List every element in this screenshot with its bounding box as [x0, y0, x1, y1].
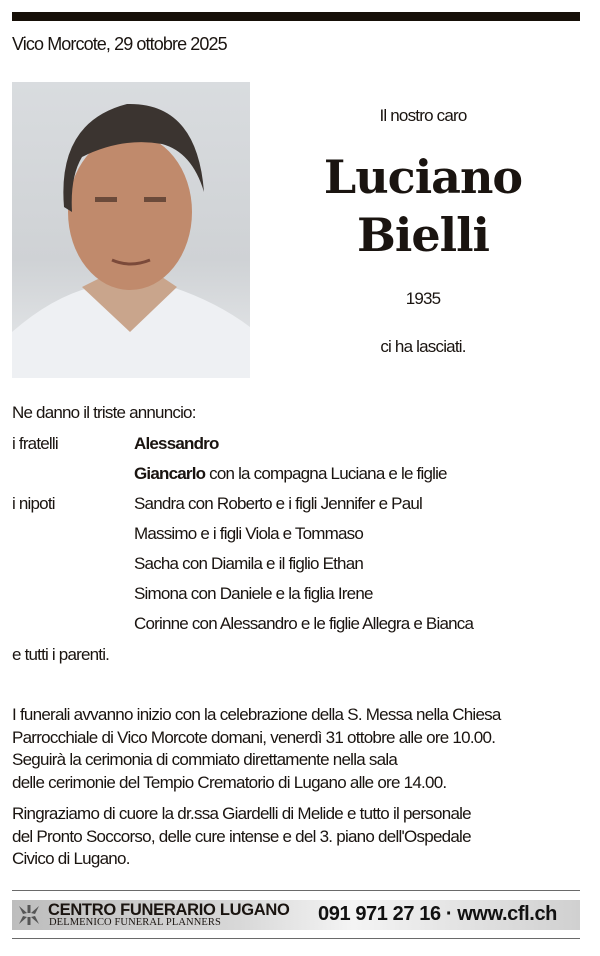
- funeral-home-logo-icon: [17, 904, 41, 926]
- birth-year: 1935: [405, 289, 441, 308]
- intro-text: Il nostro caro: [379, 106, 467, 125]
- relative-row: Alessandro: [134, 434, 219, 453]
- relative-row: Sacha con Diamila e il figlio Ethan: [134, 554, 364, 573]
- contact-info: 091 971 27 16 · www.cfl.ch: [318, 903, 557, 925]
- last-name: Bielli: [356, 208, 490, 262]
- top-rule: [12, 12, 580, 21]
- footer-rule-bottom: [12, 938, 580, 939]
- relative-row: Massimo e i figli Viola e Tommaso: [134, 524, 364, 543]
- funeral-paragraph: I funerali avvanno inizio con la celebrazione della S. Messa nella Chiesa Parrocchiale di Vico Morcote domani, venerdì 31 ottobre alle ore 10.00. Seguirà la cerimonia di commiato direttamente nella sala delle cerimonie del Tempio Crematorio di Lugano alle ore 14.00.: [12, 705, 501, 792]
- label-brothers: i fratelli: [12, 434, 58, 453]
- relative-row: Simona con Daniele e la figlia Irene: [134, 584, 373, 603]
- closing-text: e tutti i parenti.: [12, 645, 110, 664]
- portrait-photo: [12, 82, 250, 378]
- first-name: Luciano: [323, 150, 523, 204]
- relative-row: Corinne con Alessandro e le figlie Allegra e Bianca: [134, 614, 474, 633]
- relative-row: Giancarlo con la compagna Luciana e le figlie: [134, 464, 447, 483]
- company-subtitle: DELMENICO FUNERAL PLANNERS: [49, 917, 221, 928]
- announcement-heading: Ne danno il triste annuncio:: [12, 403, 196, 422]
- outro-text: ci ha lasciati.: [380, 337, 466, 356]
- label-nephews: i nipoti: [12, 494, 55, 513]
- place-date: Vico Morcote, 29 ottobre 2025: [12, 34, 227, 54]
- footer-rule-top: [12, 890, 580, 891]
- relative-row: Sandra con Roberto e i figli Jennifer e Paul: [134, 494, 422, 513]
- company-name: CENTRO FUNERARIO LUGANO: [48, 901, 290, 919]
- thanks-paragraph: Ringraziamo di cuore la dr.ssa Giardelli di Melide e tutto il personale del Pronto Soccorso, delle cure intense e del 3. piano dell'Ospedale Civico di Lugano.: [12, 804, 471, 868]
- funeral-home-banner: [12, 900, 580, 930]
